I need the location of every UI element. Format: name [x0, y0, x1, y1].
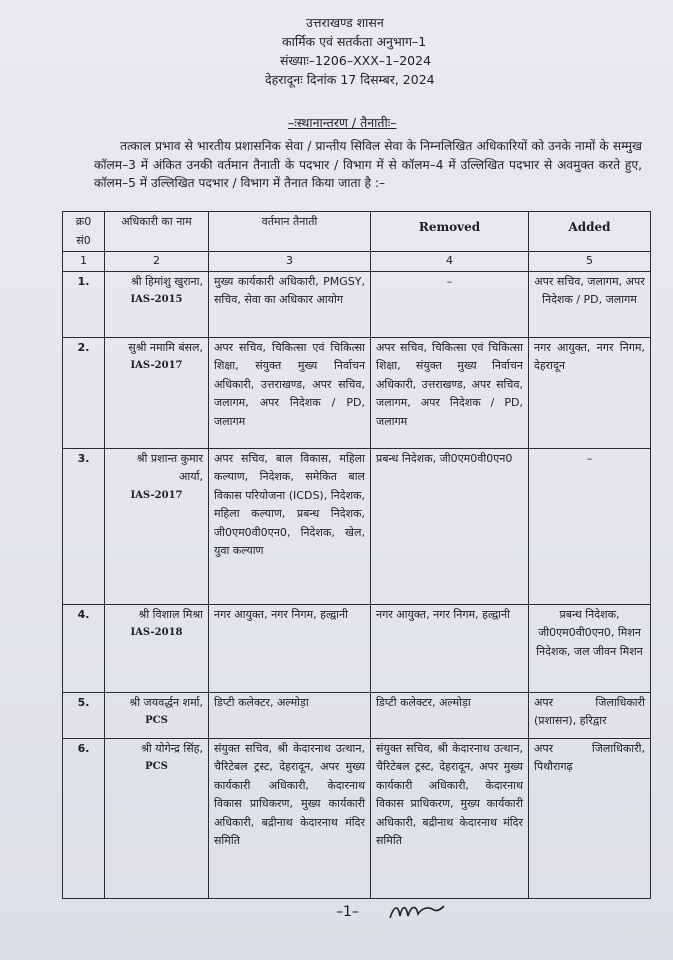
officer-service: IAS-2015	[130, 294, 183, 305]
col-number: 2	[105, 252, 209, 272]
table-row	[63, 604, 651, 692]
col-number: 4	[371, 252, 529, 272]
order-number: संख्याः–1206–XXX–1–2024	[280, 53, 432, 68]
officer-cell	[105, 604, 209, 692]
removed-cell: –	[371, 271, 529, 337]
col-header-added: Added	[529, 212, 651, 252]
transfer-table	[62, 211, 651, 899]
officer-name: श्री विशाल मिश्रा	[138, 607, 203, 621]
added-cell: नगर आयुक्त, नगर निगम, देहरादून	[529, 337, 651, 448]
added-cell: अपर जिलाधिकारी (प्रशासन), हरिद्वार	[529, 692, 651, 738]
officer-cell	[105, 448, 209, 604]
col-number: 1	[63, 252, 105, 272]
officer-cell	[105, 738, 209, 898]
col-number: 5	[529, 252, 651, 272]
officer-service: PCS	[145, 761, 168, 772]
serial-cell: 1.	[63, 271, 105, 337]
officer-name: श्री योगेन्द्र सिंह,	[141, 741, 203, 755]
officer-service: IAS-2018	[130, 627, 183, 638]
col-header-removed: Removed	[371, 212, 529, 252]
page-number: –1–	[336, 904, 359, 920]
officer-name: सुश्री नमामि बंसल,	[128, 340, 203, 354]
current-posting-cell: नगर आयुक्त, नगर निगम, हल्द्वानी	[209, 604, 371, 692]
col-header-current-posting: वर्तमान तैनाती	[209, 212, 371, 252]
added-cell: –	[529, 448, 651, 604]
col-header-serial: क्र0 सं0	[63, 212, 105, 252]
current-posting-cell: डिप्टी कलेक्टर, अल्मोड़ा	[209, 692, 371, 738]
added-cell: अपर जिलाधिकारी, पिथौरागढ़	[529, 738, 651, 898]
current-posting-cell: अपर सचिव, चिकित्सा एवं चिकित्सा शिक्षा, संयुक्त मुख्य निर्वाचन अधिकारी, उत्तराखण्ड, अपर सचिव, जलागम, अपर निदेशक / PD, जलागम	[209, 337, 371, 448]
serial-cell: 3.	[63, 448, 105, 604]
table-row	[63, 738, 651, 898]
current-posting-cell: अपर सचिव, बाल विकास, महिला कल्याण, निदेशक, समेकित बाल विकास परियोजना (ICDS), निदेशक, महिला कल्याण, प्रबन्ध निदेशक, जी0एम0वी0एन0, निदेशक, खेल, युवा कल्याण	[209, 448, 371, 604]
officer-service: IAS-2017	[130, 489, 183, 501]
col-header-officer: अधिकारी का नाम	[105, 212, 209, 252]
added-cell: प्रबन्ध निदेशक, जी0एम0वी0एन0, मिशन निदेशक, जल जीवन मिशन	[529, 604, 651, 692]
col-number: 3	[209, 252, 371, 272]
officer-cell	[105, 337, 209, 448]
table-row	[63, 271, 651, 337]
serial-cell: 2.	[63, 337, 105, 448]
officer-cell	[105, 271, 209, 337]
order-date: देहरादूनः दिनांक 17 दिसम्बर, 2024	[265, 72, 435, 87]
serial-cell: 4.	[63, 604, 105, 692]
current-posting-cell: मुख्य कार्यकारी अधिकारी, PMGSY, सचिव, सेवा का अधिकार आयोग	[209, 271, 371, 337]
serial-cell: 6.	[63, 738, 105, 898]
added-cell: अपर सचिव, जलागम, अपर निदेशक / PD, जलागम	[529, 271, 651, 337]
officer-name: श्री हिमांशु खुराना,	[130, 274, 203, 288]
removed-cell: प्रबन्ध निदेशक, जी0एम0वी0एन0	[371, 448, 529, 604]
officer-name: श्री जयवर्द्धन शर्मा,	[129, 695, 203, 709]
officer-service: PCS	[145, 715, 168, 726]
removed-cell: अपर सचिव, चिकित्सा एवं चिकित्सा शिक्षा, संयुक्त मुख्य निर्वाचन अधिकारी, उत्तराखण्ड, अपर सचिव, जलागम, अपर निदेशक / PD, जलागम	[371, 337, 529, 448]
officer-cell	[105, 692, 209, 738]
current-posting-cell: संयुक्त सचिव, श्री केदारनाथ उत्थान, चैरिटेबल ट्रस्ट, देहरादून, अपर मुख्य कार्यकारी अधिकारी, केदारनाथ विकास प्राधिकरण, मुख्य कार्यकारी अधिकारी, बद्रीनाथ केदारनाथ मंदिर समिति	[209, 738, 371, 898]
table-row	[63, 692, 651, 738]
removed-cell: डिप्टी कलेक्टर, अल्मोड़ा	[371, 692, 529, 738]
table-row	[63, 337, 651, 448]
table-header-row	[63, 212, 651, 252]
officer-service: IAS-2017	[130, 360, 183, 371]
subject-heading: –ःस्थानान्तरण / तैनातीः–	[288, 115, 397, 130]
officer-name: श्री प्रशान्त कुमार आर्या,	[136, 451, 203, 483]
table-row	[63, 448, 651, 604]
removed-cell: संयुक्त सचिव, श्री केदारनाथ उत्थान, चैरिटेबल ट्रस्ट, देहरादून, अपर मुख्य कार्यकारी अधिकारी, केदारनाथ विकास प्राधिकरण, मुख्य कार्यकारी अधिकारी, बद्रीनाथ केदारनाथ मंदिर समिति	[371, 738, 529, 898]
department-name: कार्मिक एवं सतर्कता अनुभाग–1	[282, 34, 427, 49]
removed-cell: नगर आयुक्त, नगर निगम, हल्द्वानी	[371, 604, 529, 692]
serial-cell: 5.	[63, 692, 105, 738]
intro-paragraph: तत्काल प्रभाव से भारतीय प्रशासनिक सेवा / प्रान्तीय सिविल सेवा के निम्नलिखित अधिकारियों को उनके नामों के सम्मुख कॉलम–3 में अंकित उनकी वर्तमान तैनाती के पदभार / विभाग में से कॉलम–4 में उल्लिखित पदभार से अवमुक्त करते हुए, कॉलम–5 में उल्लिखित पदभार / विभाग में तैनात किया जाता है :–	[94, 139, 642, 190]
column-number-row	[63, 252, 651, 272]
govt-name: उत्तराखण्ड शासन	[306, 15, 384, 30]
signature-mark	[386, 898, 446, 924]
